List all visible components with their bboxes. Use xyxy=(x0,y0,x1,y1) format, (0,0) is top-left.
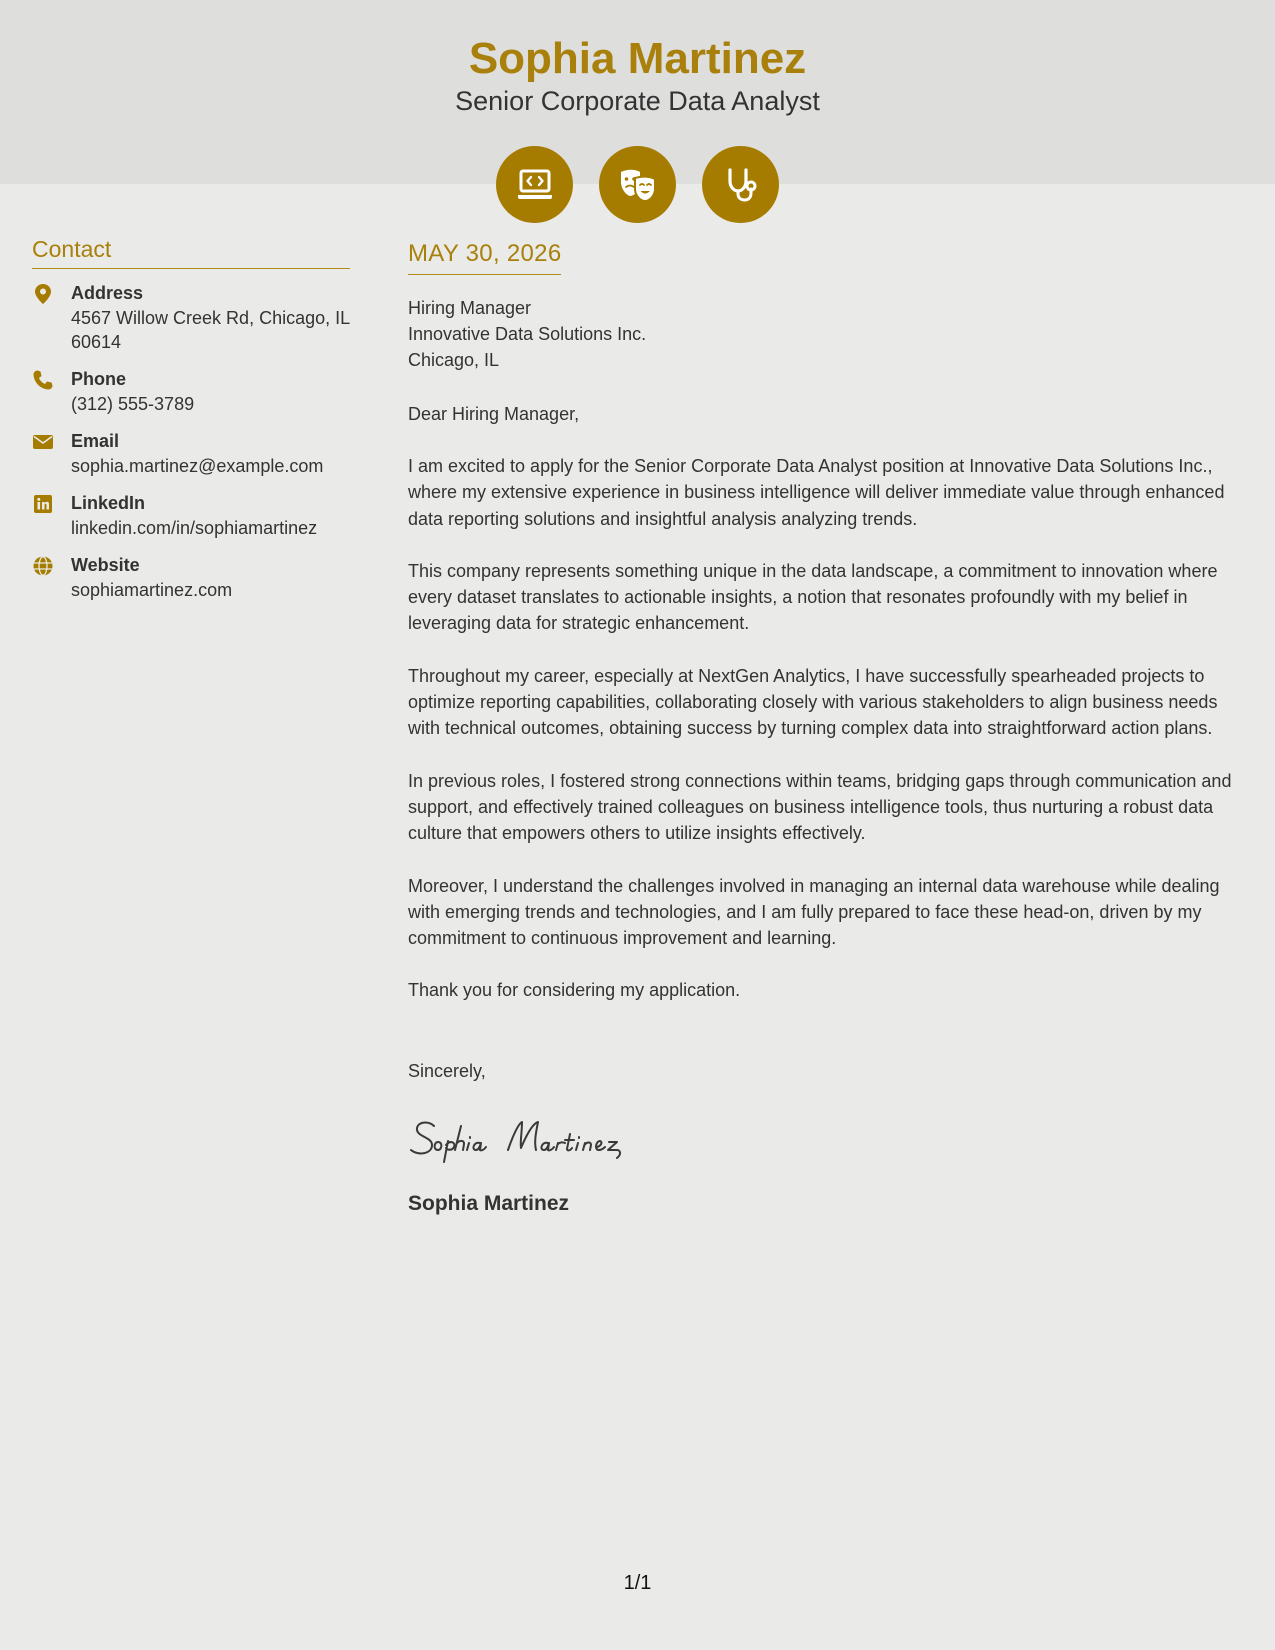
stethoscope-icon xyxy=(702,146,779,223)
contact-email xyxy=(32,429,350,478)
page-number: 1/1 xyxy=(623,1572,652,1594)
applicant-name: Sophia Martinez xyxy=(468,34,807,83)
letter-paragraph: This company represents something unique in the data landscape, a commitment to innovation where every dataset translates to actionable insights, a notion that resonates profoundly with my belief in leveraging data for strategic enhancement. xyxy=(408,560,1218,634)
hobby-icons xyxy=(0,146,1275,223)
envelope-icon xyxy=(32,431,54,453)
globe-icon xyxy=(32,555,54,577)
map-marker-icon xyxy=(32,283,54,305)
recipient-block xyxy=(408,295,1253,373)
letter-paragraph: Thank you for considering my application. xyxy=(408,980,741,1001)
salutation: Dear Hiring Manager, xyxy=(408,404,580,424)
letter-paragraph: Moreover, I understand the challenges involved in managing an internal data warehouse while dealing with emerging trends and technologies, and I am fully prepared to face these head-on, driven by my commitment to continuous improvement and learning. xyxy=(408,875,1220,949)
contact-heading: Contact xyxy=(32,236,350,269)
linkedin-value: linkedin.com/in/sophiamartinez xyxy=(71,518,318,538)
theater-masks-icon xyxy=(599,146,676,223)
contact-label: Email xyxy=(71,431,120,451)
contact-label: Address xyxy=(71,283,144,303)
contact-website xyxy=(32,553,350,602)
signer-name: Sophia Martinez xyxy=(408,1191,570,1215)
website-value: sophiamartinez.com xyxy=(71,580,233,600)
handwritten-signature xyxy=(408,1112,1253,1172)
letter-date: MAY 30, 2026 xyxy=(408,240,562,267)
contact-address xyxy=(32,281,350,354)
job-title: Senior Corporate Data Analyst xyxy=(455,86,820,116)
letter-body xyxy=(408,240,1253,1216)
phone-value: (312) 555-3789 xyxy=(71,394,195,414)
date-block xyxy=(408,240,561,275)
contact-sidebar xyxy=(32,236,350,615)
closing: Sincerely, xyxy=(408,1060,486,1081)
contact-phone xyxy=(32,367,350,416)
recipient-line: Chicago, IL xyxy=(408,350,500,370)
phone-icon xyxy=(32,369,54,391)
contact-label: Website xyxy=(71,555,140,575)
letter-paragraph: Throughout my career, especially at NextGen Analytics, I have successfully spearheaded projects to optimize reporting capabilities, collaborating closely with various stakeholders to align business needs with technical outcomes, obtaining success by turning complex data into straightforward action plans. xyxy=(408,665,1218,739)
linkedin-icon xyxy=(32,493,54,515)
letter-paragraph: I am excited to apply for the Senior Corporate Data Analyst position at Innovative Data Solutions Inc., where my extensive experience in business intelligence will deliver immediate value through enhanced data reporting solutions and insightful analysis analyzing trends. xyxy=(408,456,1225,529)
recipient-line: Hiring Manager xyxy=(408,298,532,318)
letter-paragraph: In previous roles, I fostered strong connections within teams, bridging gaps through communication and support, and effectively trained colleagues on business intelligence tools, thus nurturing a robust data culture that empowers others to utilize insights effectively. xyxy=(408,770,1232,844)
address-value: 4567 Willow Creek Rd, Chicago, IL 60614 xyxy=(71,308,350,352)
contact-label: Phone xyxy=(71,369,127,389)
laptop-code-icon xyxy=(496,146,573,223)
contact-list xyxy=(32,281,350,602)
contact-label: LinkedIn xyxy=(71,493,146,513)
email-value: sophia.martinez@example.com xyxy=(71,456,324,476)
contact-linkedin xyxy=(32,491,350,540)
recipient-line: Innovative Data Solutions Inc. xyxy=(408,324,647,344)
